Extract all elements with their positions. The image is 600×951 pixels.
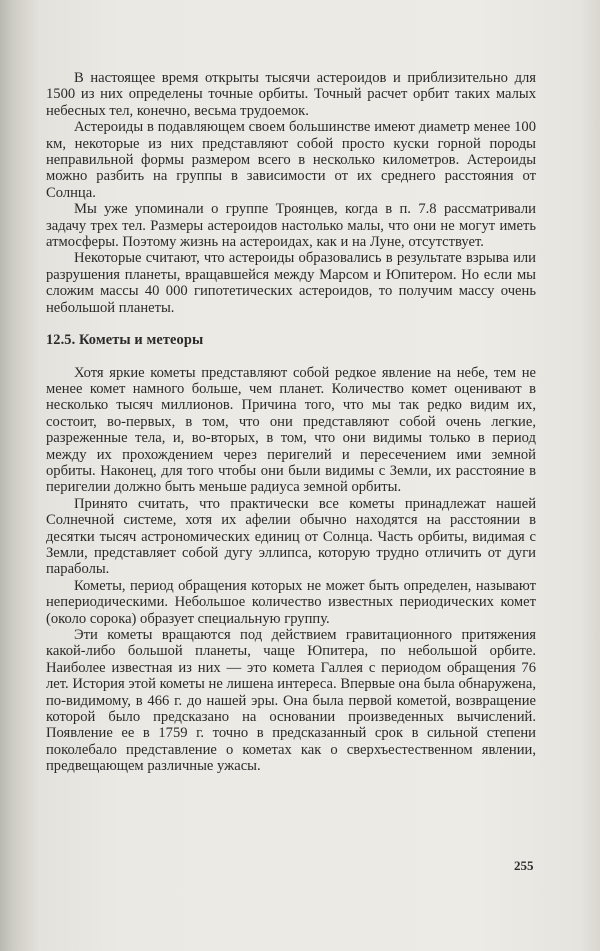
paragraph-halley-comet: Эти кометы вращаются под действием гравитационного притяжения какой-либо большой планеты, чаще Юпитера, по небольшой орбите. Наиболее известная из них — это комета Галлея с периодом обращения 76 лет. История этой кометы не лишена интереса. Впервые она была обнаружена, по-видимому, в 466 г. до нашей эры. Она была первой кометой, возвращение которой было предсказано на основании произведенных вычислений. Появление ее в 1759 г. точно в предсказанный срок в сильной степени поколебало представление о кометах как о сверхъестественном явлении, предвещающем различные ужасы.: [46, 627, 536, 775]
paragraph-comets-solar-system: Принято считать, что практически все кометы принадлежат нашей Солнечной системе, хотя их афелии обычно находятся на расстоянии в десятки тысяч астрономических единиц от Солнца. Часть орбиты, видимая с Земли, представляет собой дугу эллипса, которую трудно отличить от дуги параболы.: [46, 495, 536, 578]
page-body: [46, 70, 536, 775]
section-heading: 12.5. Кометы и метеоры: [46, 332, 204, 349]
paragraph-asteroids-orbits: В настоящее время открыты тысячи астероидов и приблизительно для 1500 из них определены точные орбиты. Точный расчет орбит таких малых небесных тел, конечно, весьма трудоемок.: [46, 70, 536, 119]
page-number: 255: [514, 858, 534, 873]
paragraph-asteroids-origin: Некоторые считают, что астероиды образовались в результате взрыва или разрушения планеты, вращавшейся между Марсом и Юпитером. Но если мы сложим массы 40 000 гипотетических астероидов, то получим массу очень небольшой планеты.: [46, 250, 536, 316]
paragraph-asteroids-size: Астероиды в подавляющем своем большинстве имеют диаметр менее 100 км, некоторые из них представляют собой просто куски горной породы неправильной формы размером всего в несколько километров. Астероиды можно разбить на группы в зависимости от их среднего расстояния от Солнца.: [46, 119, 536, 201]
paragraph-nonperiodic-comets: Кометы, период обращения которых не может быть определен, называют непериодическими. Небольшое количество известных периодических комет (около сорока) образует специальную группу.: [46, 577, 536, 627]
paragraph-trojans: Мы уже упоминали о группе Троянцев, когда в п. 7.8 рассматривали задачу трех тел. Размеры астероидов настолько малы, что они не могут иметь атмосферы. Поэтому жизнь на астероидах, как и на Луне, отсутствует.: [46, 201, 536, 251]
paragraph-comets-count: Хотя яркие кометы представляют собой редкое явление на небе, тем не менее комет намного больше, чем планет. Количество комет оценивают в несколько тысяч миллионов. Причина того, что мы так редко видим их, состоит, во-первых, в том, что они представляют собой очень легкие, разреженные тела, и, во-вторых, в том, что они видимы только в период между их прохождением через перигелий и пересечением ими земной орбиты. Наконец, для того чтобы они были видимы с Земли, их расстояние в перигелии должно быть меньше радиуса земной орбиты.: [46, 364, 536, 496]
